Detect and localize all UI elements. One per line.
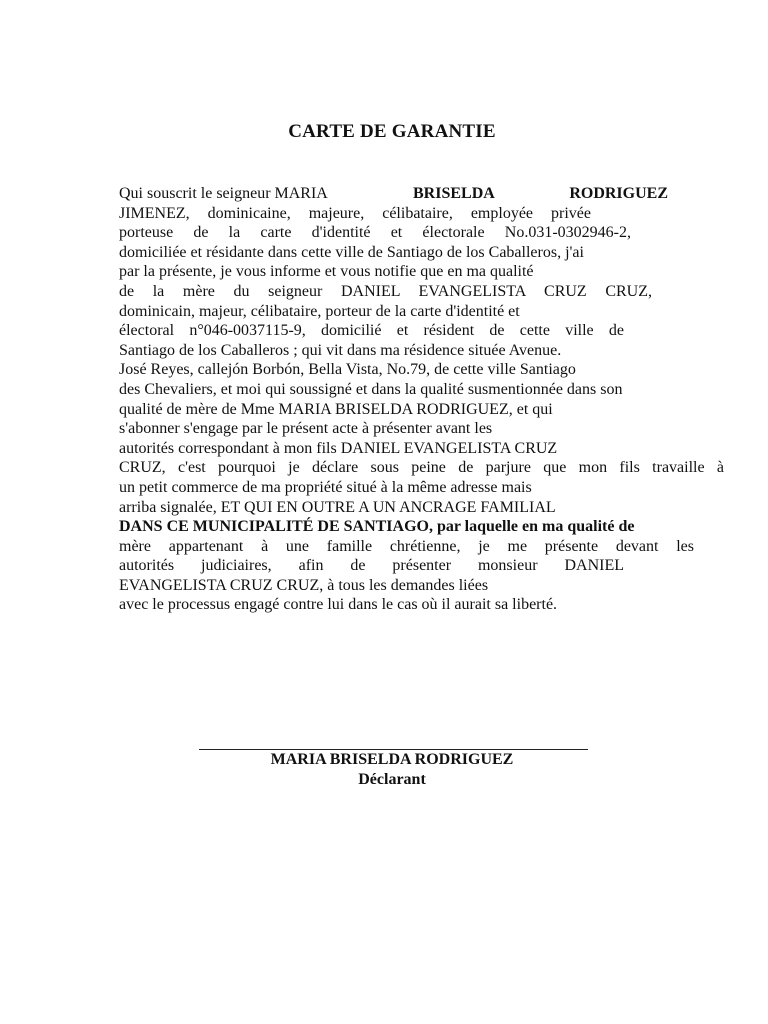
body-line-19: mère appartenant à une famille chrétienne, je me présente devant les — [119, 537, 694, 555]
body-line-14: autorités correspondant à mon fils DANIEL EVANGELISTA CRUZ — [119, 439, 558, 457]
body-line-2: JIMENEZ, dominicaine, majeure, célibataire, employée privée — [119, 204, 591, 222]
body-line-8: électoral n°046-0037115-9, domicilié et résident de cette ville de — [119, 322, 624, 340]
signatory-role: Déclarant — [358, 771, 426, 788]
body-line-11: des Chevaliers, et moi qui soussigné et dans la qualité susmentionnée dans son — [119, 380, 623, 398]
body-line-1-part-1: Qui souscrit le seigneur MARIA — [119, 185, 328, 202]
body-line-17: arriba signalée, ET QUI EN OUTRE A UN ANCRAGE FAMILIAL — [119, 498, 556, 516]
document-body — [119, 184, 724, 615]
body-line-15: CRUZ, c'est pourquoi je déclare sous peine de parjure que mon fils travaille à — [119, 459, 724, 477]
body-line-18-part-2: par laquelle en ma qualité de — [432, 518, 635, 536]
body-line-22: avec le processus engagé contre lui dans le cas où il aurait sa liberté. — [119, 596, 558, 614]
signatory-name: MARIA BRISELDA RODRIGUEZ — [270, 751, 514, 768]
body-line-16: un petit commerce de ma propriété situé à la même adresse mais — [119, 478, 532, 496]
body-line-10: José Reyes, callejón Borbón, Bella Vista, No.79, de cette ville Santiago — [119, 361, 576, 379]
signature-line — [199, 749, 588, 750]
body-line-9: Santiago de los Caballeros ; qui vit dans ma résidence située Avenue. — [119, 341, 562, 359]
body-line-6: de la mère du seigneur DANIEL EVANGELISTA CRUZ CRUZ, — [119, 282, 652, 300]
body-line-13: s'abonner s'engage par le présent acte à présenter avant les — [119, 420, 493, 438]
body-line-1 — [119, 184, 724, 204]
body-line-12: qualité de mère de Mme MARIA BRISELDA RODRIGUEZ, et qui — [119, 400, 553, 418]
body-line-1-part-3: RODRIGUEZ — [569, 185, 668, 202]
body-line-20: autorités judiciaires, afin de présenter monsieur DANIEL — [119, 557, 624, 575]
body-line-3: porteuse de la carte d'identité et électorale No.031-0302946-2, — [119, 224, 631, 242]
body-line-21: EVANGELISTA CRUZ CRUZ, à tous les demandes liées — [119, 576, 489, 594]
body-line-18-part-1: DANS CE MUNICIPALITÉ DE SANTIAGO, — [119, 518, 433, 536]
body-line-4: domiciliée et résidante dans cette ville de Santiago de los Caballeros, j'ai — [119, 243, 584, 261]
body-line-1-part-2: BRISELDA — [413, 185, 495, 202]
document-title: CARTE DE GARANTIE — [288, 121, 496, 142]
body-line-18 — [119, 517, 724, 537]
body-line-5: par la présente, je vous informe et vous notifie que en ma qualité — [119, 263, 534, 281]
body-line-7: dominicain, majeur, célibataire, porteur de la carte d'identité et — [119, 302, 520, 320]
